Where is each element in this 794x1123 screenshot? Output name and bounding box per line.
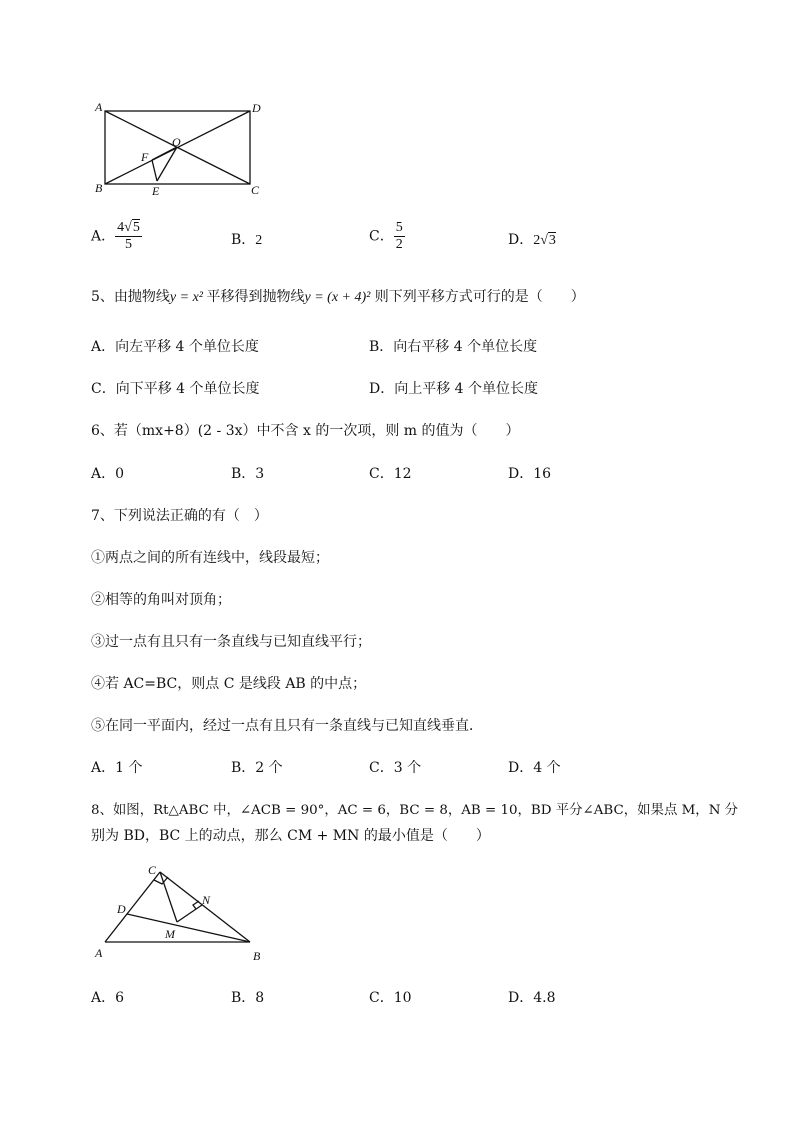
rectangle-figure (90, 98, 270, 203)
label-N: N (202, 893, 211, 907)
label-E: E (152, 184, 160, 198)
label-M: M (165, 927, 175, 941)
label-O: O (172, 135, 181, 149)
q4-option-b[interactable]: B．2 (231, 232, 263, 248)
label-D: D (252, 101, 261, 115)
label-F: F (141, 150, 149, 164)
q7-stem: 7、下列说法正确的有（ ） (91, 508, 268, 524)
q5-option-b[interactable]: B．向右平移 4 个单位长度 (369, 339, 538, 355)
q4-option-c[interactable]: C． $\frac{5}{2}$ (369, 220, 403, 253)
right-triangle-figure (90, 860, 270, 965)
fraction: $\frac{4√5}{5}$ (117, 220, 140, 253)
label-C: C (251, 183, 260, 197)
q5-option-d[interactable]: D．向上平移 4 个单位长度 (369, 381, 539, 397)
q6-option-b[interactable]: B．3 (231, 466, 265, 482)
q7-statement-4: ④若 AC=BC，则点 C 是线段 AB 的中点； (91, 676, 367, 692)
q5-stem: 5、由抛物线y = x² 平移得到抛物线y = (x + 4)² 则下列平移方式可行的是（ ） (91, 289, 585, 305)
q4-option-a[interactable]: A． $\frac{4√5}{5}$ (91, 220, 140, 253)
q8-option-c[interactable]: C．10 (369, 990, 412, 1006)
label-A: A (95, 100, 103, 114)
q4-option-d[interactable]: D．2√3 (508, 232, 556, 248)
q7-statement-3: ③过一点有且只有一条直线与已知直线平行； (91, 634, 371, 650)
q6-stem: 6、若（mx+8）(2 - 3x）中不含 x 的一次项，则 m 的值为（ ） (91, 423, 520, 439)
q8-option-d[interactable]: D．4.8 (508, 990, 556, 1006)
q7-option-d[interactable]: D．4 个 (508, 760, 561, 776)
q7-option-a[interactable]: A．1 个 (91, 760, 143, 776)
label-B: B (253, 949, 261, 963)
q7-option-c[interactable]: C．3 个 (369, 760, 422, 776)
label-D: D (117, 902, 126, 916)
q5-option-a[interactable]: A．向左平移 4 个单位长度 (91, 339, 259, 355)
q6-option-c[interactable]: C．12 (369, 466, 412, 482)
q8-option-a[interactable]: A．6 (91, 990, 125, 1006)
q7-statement-5: ⑤在同一平面内，经过一点有且只有一条直线与已知直线垂直． (91, 718, 483, 734)
q8-option-b[interactable]: B．8 (231, 990, 265, 1006)
label-B: B (95, 181, 103, 195)
label-A: A (95, 946, 103, 960)
q8-stem-line1: 8、如图，Rt△ABC 中，∠ACB = 90°，AC = 6，BC = 8，AB = 10，BD 平分∠ABC，如果点 M，N 分 (91, 803, 739, 818)
q6-option-a[interactable]: A．0 (91, 466, 125, 482)
q6-option-d[interactable]: D．16 (508, 466, 552, 482)
q8-stem-line2: 别为 BD，BC 上的动点，那么 CM + MN 的最小值是（ ） (91, 828, 490, 844)
fraction: $\frac{5}{2}$ (395, 220, 403, 253)
q7-statement-1: ①两点之间的所有连线中，线段最短； (91, 550, 329, 566)
q5-option-c[interactable]: C．向下平移 4 个单位长度 (91, 381, 260, 397)
label-C: C (148, 863, 157, 877)
q7-statement-2: ②相等的角叫对顶角； (91, 592, 231, 608)
q7-option-b[interactable]: B．2 个 (231, 760, 283, 776)
